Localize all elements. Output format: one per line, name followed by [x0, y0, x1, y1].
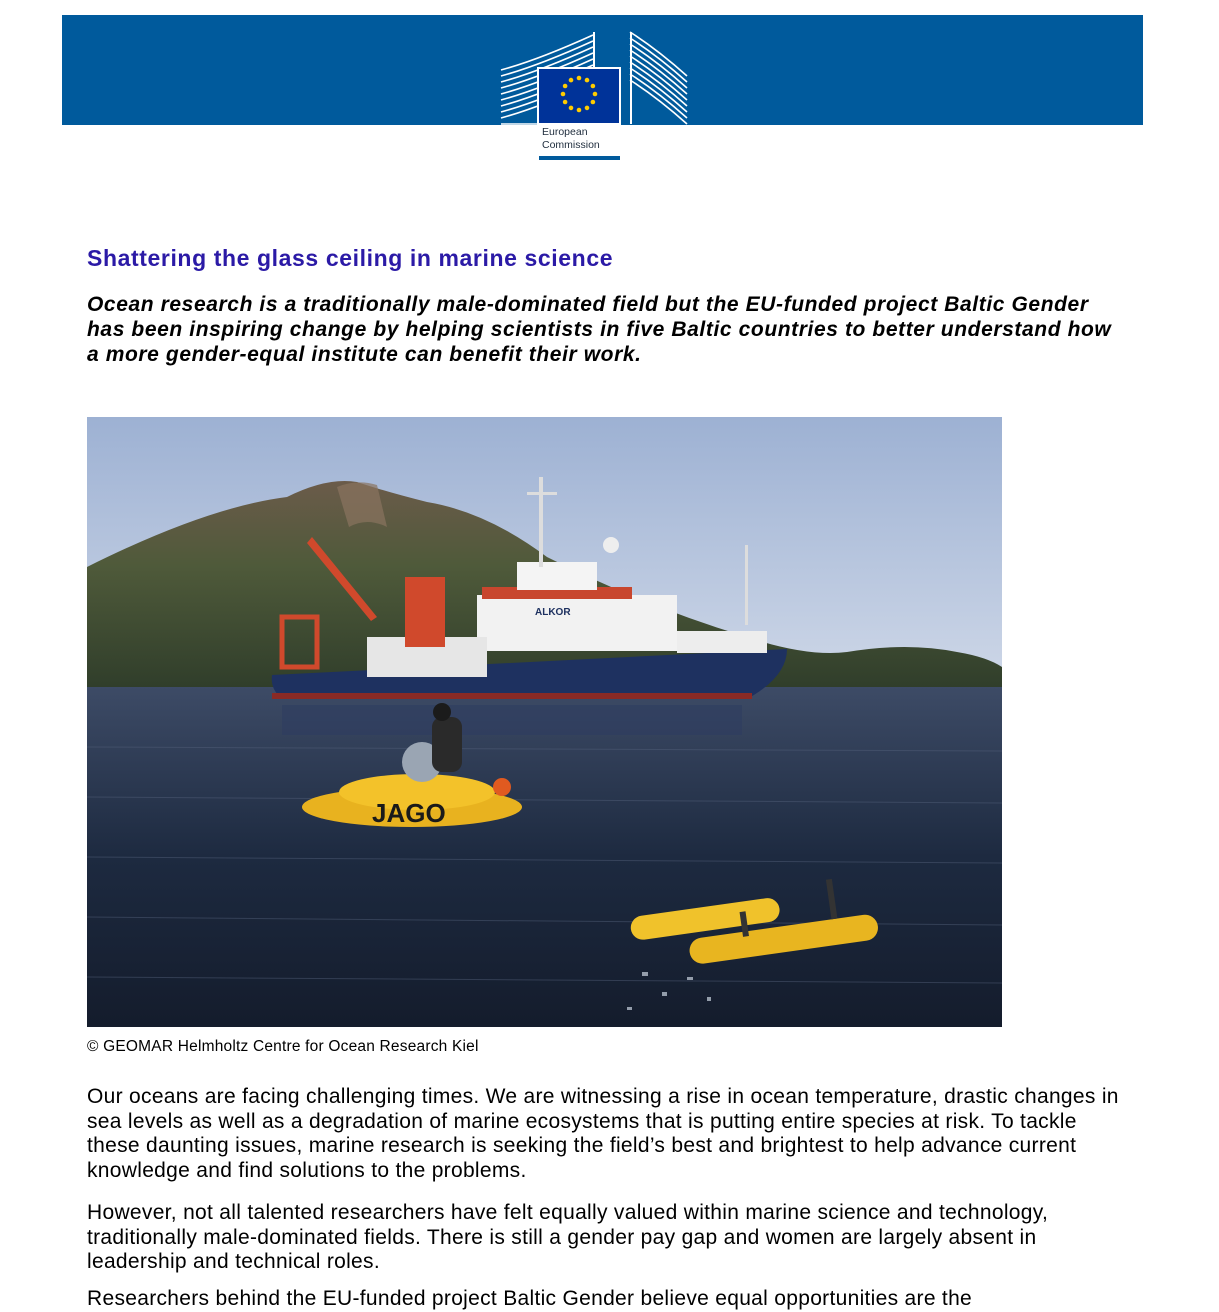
article-photo [87, 417, 1002, 1027]
body-paragraph-3: Researchers behind the EU-funded project Baltic Gender believe equal opportunities are the [87, 1287, 973, 1310]
logo-underline [539, 156, 620, 160]
body-paragraph-2: However, not all talented researchers have felt equally valued within marine science and technology, traditionally male-dominated fields. There is still a gender pay gap and women are largely absent in leadership and technical roles. [87, 1201, 1049, 1273]
logo-line-1: European [542, 126, 588, 138]
logo-text [542, 126, 600, 152]
article-title: Shattering the glass ceiling in marine science [87, 245, 614, 271]
submersible-name-label: JAGO [372, 798, 446, 828]
body-paragraph-1: Our oceans are facing challenging times. We are witnessing a rise in ocean temperature, drastic changes in sea levels as well as a degradation of marine ecosystems that is putting entire species at risk. To tackle these daunting issues, marine research is seeking the field’s best and brightest to help advance current knowledge and find solutions to the problems. [87, 1085, 1119, 1182]
logo-line-2: Commission [542, 139, 600, 151]
article-lead: Ocean research is a traditionally male-dominated field but the EU-funded project Baltic Gender has been inspiring change by helping scientists in five Baltic countries to better understand how a more gender-equal institute can benefit their work. [87, 293, 1112, 366]
research-vessel-photo [87, 417, 1002, 1027]
photo-caption: © GEOMAR Helmholtz Centre for Ocean Research Kiel [87, 1038, 479, 1055]
ship-name-label: ALKOR [535, 607, 571, 618]
